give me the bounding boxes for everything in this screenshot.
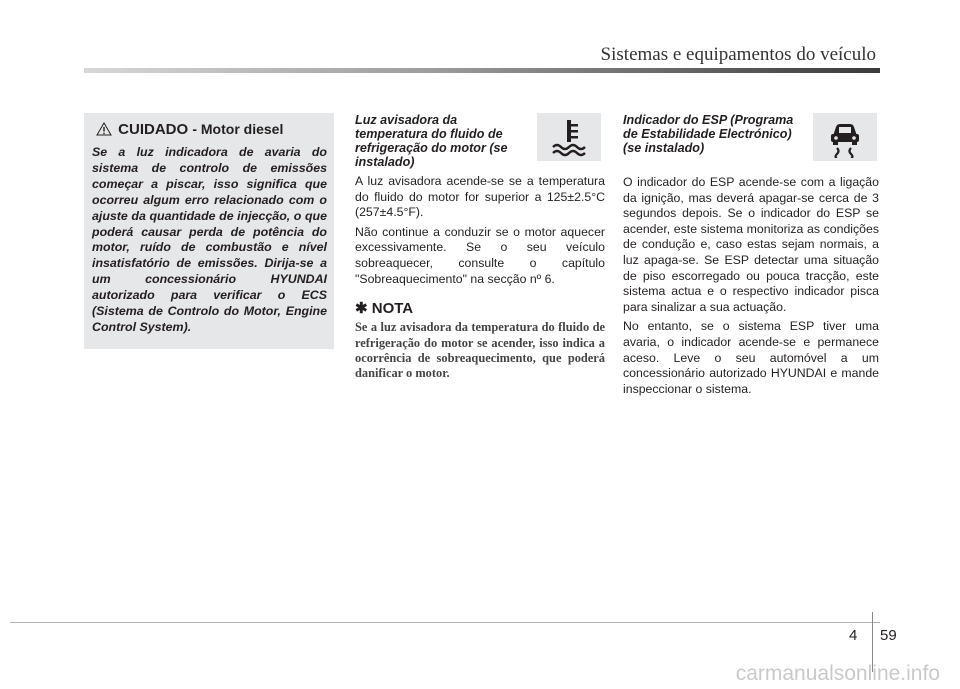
warning-triangle-icon [96, 122, 112, 136]
coolant-paragraph-1: A luz avisadora acende-se se a temperatura do fluido do motor for superior a 125±2.5°C (257±4.5°F). [355, 174, 605, 220]
page-number: 59 [880, 627, 897, 644]
chapter-number: 4 [849, 627, 858, 644]
coolant-temperature-icon [549, 117, 589, 157]
esp-icon-box [813, 113, 877, 161]
caution-text: Se a luz indicadora de avaria do sistema de controlo de emissões começar a piscar, isso significa que ocorreu algum erro relacionado com o ajuste da quantidade de injecção, o que poderá causar perda de potência do motor, ruído de combustão e nível insatisfatório de emissões. Dirija-se a um concessionário HYUNDAI autorizado para verificar o ECS (Sistema de Controlo do Motor, Engine Control System). [92, 145, 327, 334]
caution-heading [96, 121, 283, 138]
nota-heading [355, 299, 605, 317]
esp-skidding-car-icon [824, 116, 866, 158]
watermark: carmanualsonline.info [735, 662, 940, 685]
coolant-paragraph-2: Não continue a conduzir se o motor aquecer excessivamente. Se o seu veículo sobreaquecer, consulte o capítulo "Sobreaquecimento" na secção nº 6. [355, 224, 605, 286]
caution-box [84, 113, 334, 349]
esp-paragraph-1: O indicador do ESP acende-se com a ligação da ignição, mas deverá apagar-se cerca de 3 segundos depois. Se o indicador do ESP se acender, este sistema monitoriza as condições de condução e, caso estas sejam normais, a luz apaga-se. Se ESP detectar uma situação de piso escorregado ou pouca tracção, este sistema actua e o respectivo indicador pisca para sinalizar a sua actuação. [623, 175, 879, 314]
caution-title: CUIDADO [118, 121, 189, 138]
nota-star-icon: ✱ [355, 300, 368, 318]
running-header: Sistemas e equipamentos do veículo [600, 44, 876, 65]
nota-title: NOTA [371, 300, 414, 318]
coolant-title: Luz avisadora da temperatura do fluido de refrigeração do motor (se instalado) [355, 113, 508, 169]
footer-rule [10, 622, 880, 623]
caution-subtitle: - Motor diesel [192, 121, 284, 137]
esp-paragraph-2: No entanto, se o sistema ESP tiver uma avaria, o indicador acende-se e permanece aceso. Leve o seu automóvel a um concessionário autorizado HYUNDAI e mande inspeccionar o sistema. [623, 319, 879, 396]
nota-text: Se a luz avisadora da temperatura do fluido de refrigeração do motor se acender, isso indica a ocorrência de sobreaquecimento, que poderá danificar o motor. [355, 320, 605, 381]
esp-title: Indicador do ESP (Programa de Estabilidade Electrónico) (se instalado) [623, 113, 794, 155]
header-rule [84, 68, 880, 73]
coolant-icon-box [537, 113, 601, 161]
